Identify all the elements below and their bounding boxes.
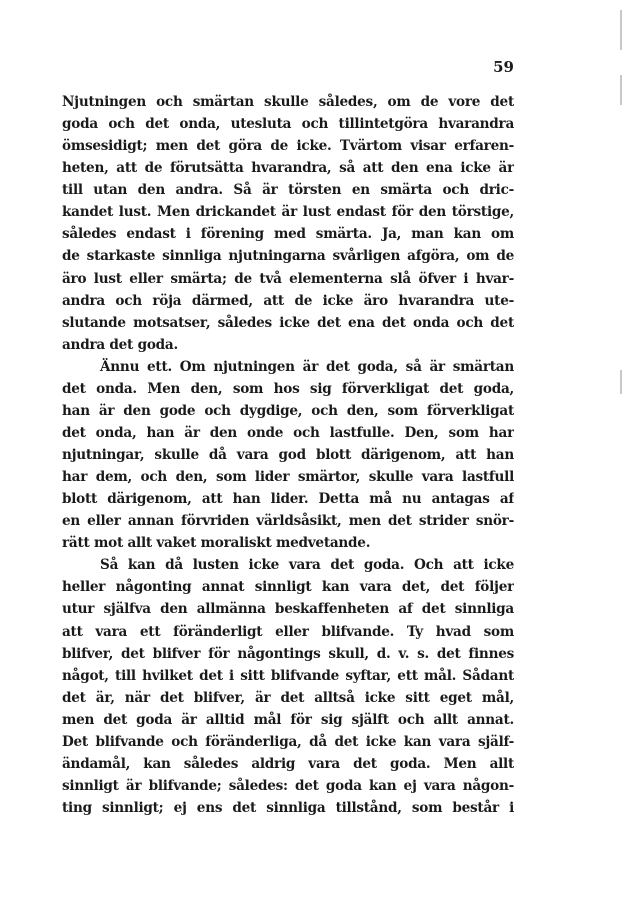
page-edge-mark	[620, 10, 622, 50]
text-line: kandet lust. Men drickandet är lust endast för den törstige,	[62, 204, 514, 221]
text-line: heten, att de förutsätta hvarandra, så att den ena icke är	[62, 160, 514, 177]
text-line: njutningar, skulle då vara god blott därigenom, att han	[62, 447, 514, 463]
text-line: men det goda är alltid mål för sig själft och allt annat.	[62, 711, 514, 728]
text-line: slutande motsatser, således icke det ena det onda och det	[62, 314, 514, 331]
text-line: ömsesidigt; men det göra de icke. Tvärtom visar erfaren-	[62, 138, 514, 155]
text-line: äro lust eller smärta; de två elementerna slå öfver i hvar-	[62, 270, 514, 287]
page-edge-mark	[620, 370, 622, 394]
text-line: ändamål, kan således aldrig vara det goda. Men allt	[62, 755, 514, 772]
text-line: rätt mot allt vaket moraliskt medvetande.	[62, 535, 371, 552]
text-line: blott därigenom, att han lider. Detta må nu antagas af	[62, 491, 514, 508]
text-line: utur själfva den allmänna beskaffenheten af det sinnliga	[62, 601, 514, 618]
text-line: de starkaste sinnliga njutningarna svårligen afgöra, om de	[62, 248, 514, 265]
text-line: har dem, och den, som lider smärtor, skulle vara lastfull	[62, 469, 514, 486]
text-line: en eller annan förvriden världsåsikt, men det strider snör-	[62, 513, 514, 530]
text-line: ting sinnligt; ej ens det sinnliga tillstånd, som består i	[62, 800, 514, 816]
text-line: andra och röja därmed, att de icke äro hvarandra ute-	[62, 292, 514, 309]
text-line: det onda, han är den onde och lastfulle. Den, som har	[62, 424, 514, 441]
text-line: han är den gode och dygdige, och den, som förverkligat	[62, 402, 514, 419]
body-text	[62, 91, 514, 819]
text-line: det onda. Men den, som hos sig förverkligat det goda,	[62, 380, 514, 397]
text-line: Det blifvande och föränderliga, då det icke kan vara själf-	[62, 733, 514, 750]
text-line: Ännu ett. Om njutningen är det goda, så är smärtan	[100, 358, 514, 375]
text-line: heller någonting annat sinnligt kan vara det, det följer	[62, 579, 514, 596]
text-line: det är, när det blifver, är det alltså icke sitt eget mål,	[62, 689, 514, 706]
text-line: Så kan då lusten icke vara det goda. Och att icke	[100, 557, 514, 574]
text-line: blifver, det blifver för någontings skull, d. v. s. det finnes	[62, 645, 514, 662]
page-number: 59	[493, 58, 514, 76]
text-line: således endast i förening med smärta. Ja, man kan om	[62, 226, 514, 243]
text-line: andra det goda.	[62, 336, 178, 353]
text-line: till utan den andra. Så är törsten en smärta och dric-	[62, 182, 514, 199]
text-line: Njutningen och smärtan skulle således, om de vore det	[62, 94, 514, 110]
text-line: sinnligt är blifvande; således: det goda kan ej vara någon-	[62, 777, 514, 794]
text-line: goda och det onda, utesluta och tillintetgöra hvarandra	[62, 116, 514, 133]
page-edge-mark	[620, 75, 622, 105]
text-line: att vara ett föränderligt eller blifvande. Ty hvad som	[62, 623, 514, 640]
text-line: något, till hvilket det i sitt blifvande syftar, ett mål. Sådant	[62, 667, 514, 684]
